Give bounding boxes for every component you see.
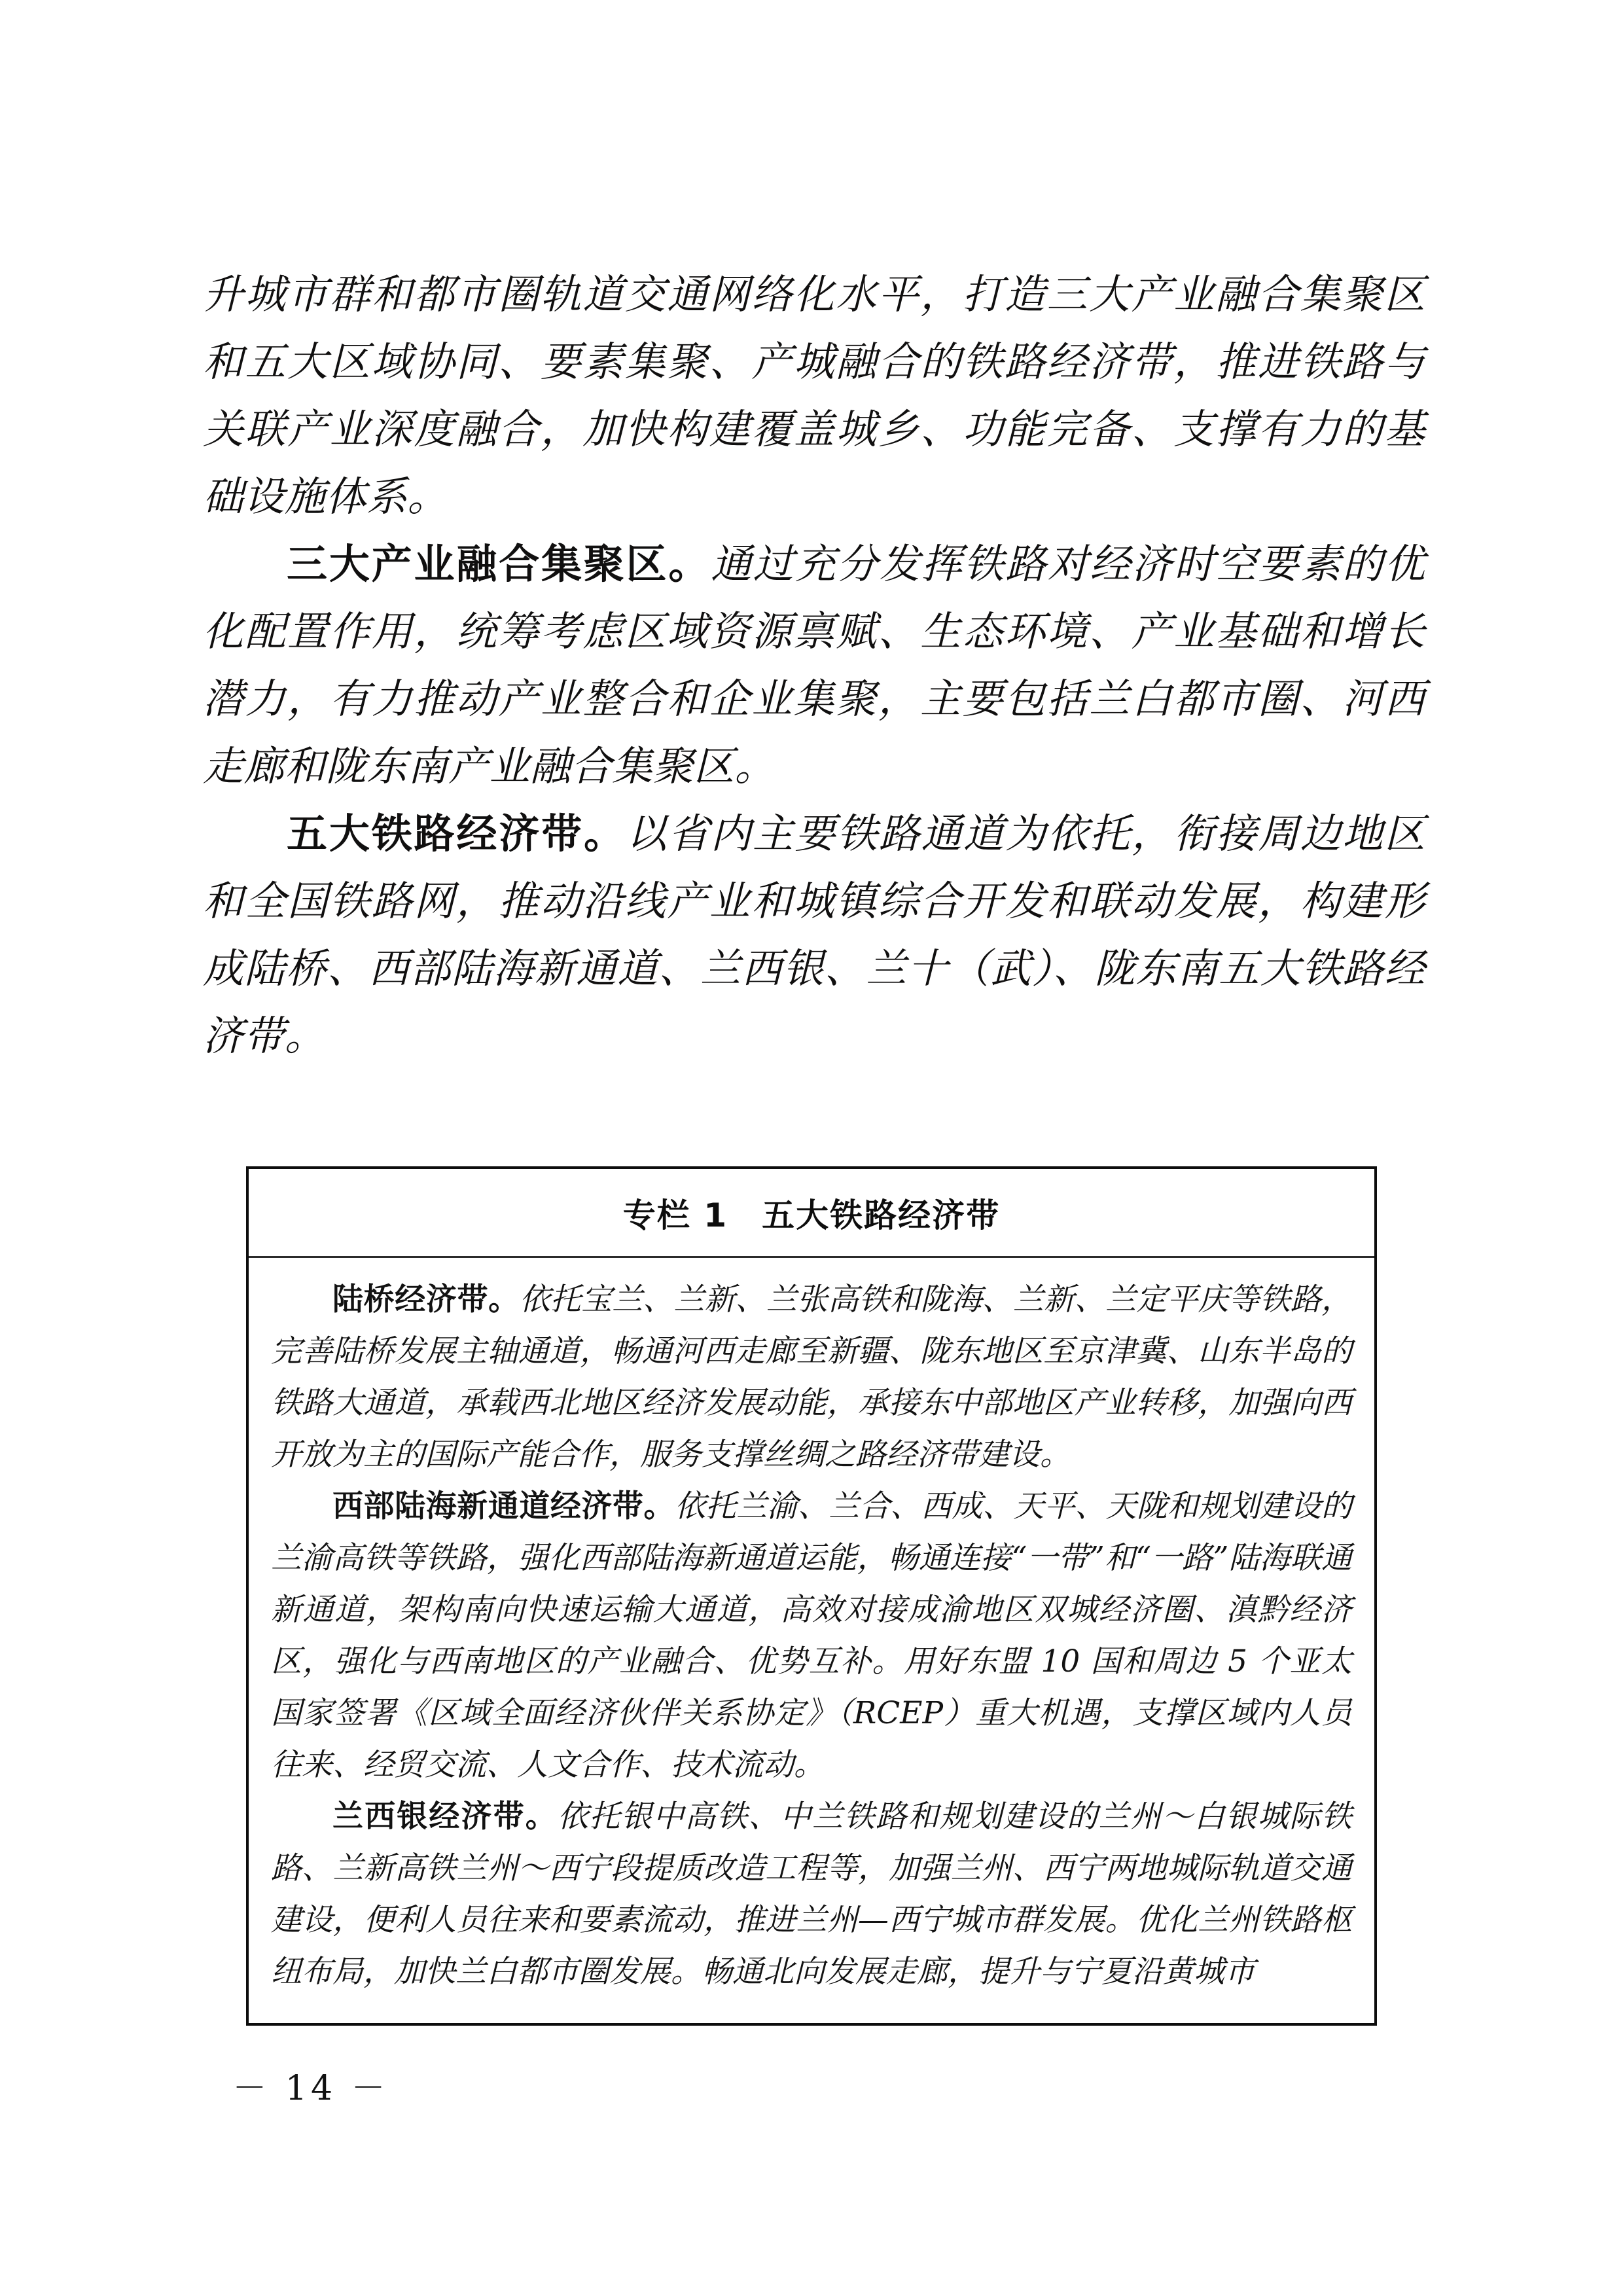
callout-paragraph-text: 依托宝兰、兰新、兰张高铁和陇海、兰新、兰定平庆等铁路，完善陆桥发展主轴通道，畅通河西走廊至新疆、陇东地区至京津冀、山东半岛的铁路大通道，承载西北地区经济发展动能，承接东中部地区产业转移，加强向西开放为主的国际产能合作，服务支撑丝绸之路经济带建设。: [271, 1282, 1352, 1473]
paragraph-text: 通过充分发挥铁路对经济时空要素的优化配置作用，统筹考虑区域资源禀赋、生态环境、产业基础和增长潜力，有力推动产业整合和企业集聚，主要包括兰白都市圈、河西走廊和陇东南产业融合集聚区。: [203, 540, 1425, 790]
page-footer: [0, 2060, 1623, 2109]
body-text-area: [203, 260, 1425, 1069]
paragraph-lead-in: 三大产业融合集聚区。: [287, 540, 711, 588]
paragraph-continuation: [203, 260, 1425, 530]
callout-paragraph-west-land-sea: [271, 1480, 1352, 1791]
callout-paragraph-lead-in: 陆桥经济带。: [332, 1282, 520, 1318]
callout-title-text: 专栏 1 五大铁路经济带: [622, 1196, 1001, 1234]
callout-paragraph-luqiao: [271, 1274, 1352, 1480]
paragraph-text: 升城市群和都市圈轨道交通网络化水平，打造三大产业融合集聚区和五大区域协同、要素集聚、产城融合的铁路经济带，推进铁路与关联产业深度融合，加快构建覆盖城乡、功能完备、支撑有力的基础设施体系。: [203, 270, 1425, 520]
paragraph-five-rail-belts: [203, 800, 1425, 1069]
callout-title-bar: [249, 1169, 1374, 1258]
paragraph-lead-in: 五大铁路经济带。: [287, 810, 626, 857]
paragraph-three-industrial-zones: [203, 530, 1425, 800]
callout-paragraph-text: 依托银中高铁、中兰铁路和规划建设的兰州～白银城际铁路、兰新高铁兰州～西宁段提质改造工程等，加强兰州、西宁两地城际轨道交通建设，便利人员往来和要素流动，推进兰州—西宁城市群发展。优化兰州铁路枢纽布局，加快兰白都市圈发展。畅通北向发展走廊，提升与宁夏沿黄城市: [271, 1799, 1353, 1990]
callout-paragraph-lead-in: 兰西银经济带。: [332, 1799, 558, 1835]
callout-body: [249, 1258, 1374, 1998]
callout-paragraph-lead-in: 西部陆海新通道经济带。: [332, 1488, 675, 1524]
callout-paragraph-text: 依托兰渝、兰合、西成、天平、天陇和规划建设的兰渝高铁等铁路，强化西部陆海新通道运能，畅通连接“一带”和“一路”陆海联通新通道，架构南向快速运输大通道，高效对接成渝地区双城经济圈、滇黔经济区，强化与西南地区的产业融合、优势互补。用好东盟 10 国和周边 5 个亚太国家签署《区域全面经济伙伴关系协定》（RCEP）重大机遇，支撑区域内人员往来、经贸交流、人文合作、技术流动。: [271, 1488, 1352, 1783]
paragraph-text: 以省内主要铁路通道为依托，衔接周边地区和全国铁路网，推动沿线产业和城镇综合开发和联动发展，构建形成陆桥、西部陆海新通道、兰西银、兰十（武）、陇东南五大铁路经济带。: [203, 810, 1425, 1060]
page-number: － 14 －: [232, 2069, 389, 2108]
callout-box-column-1: [246, 1166, 1377, 2026]
callout-paragraph-lanxiyin: [271, 1791, 1352, 1998]
